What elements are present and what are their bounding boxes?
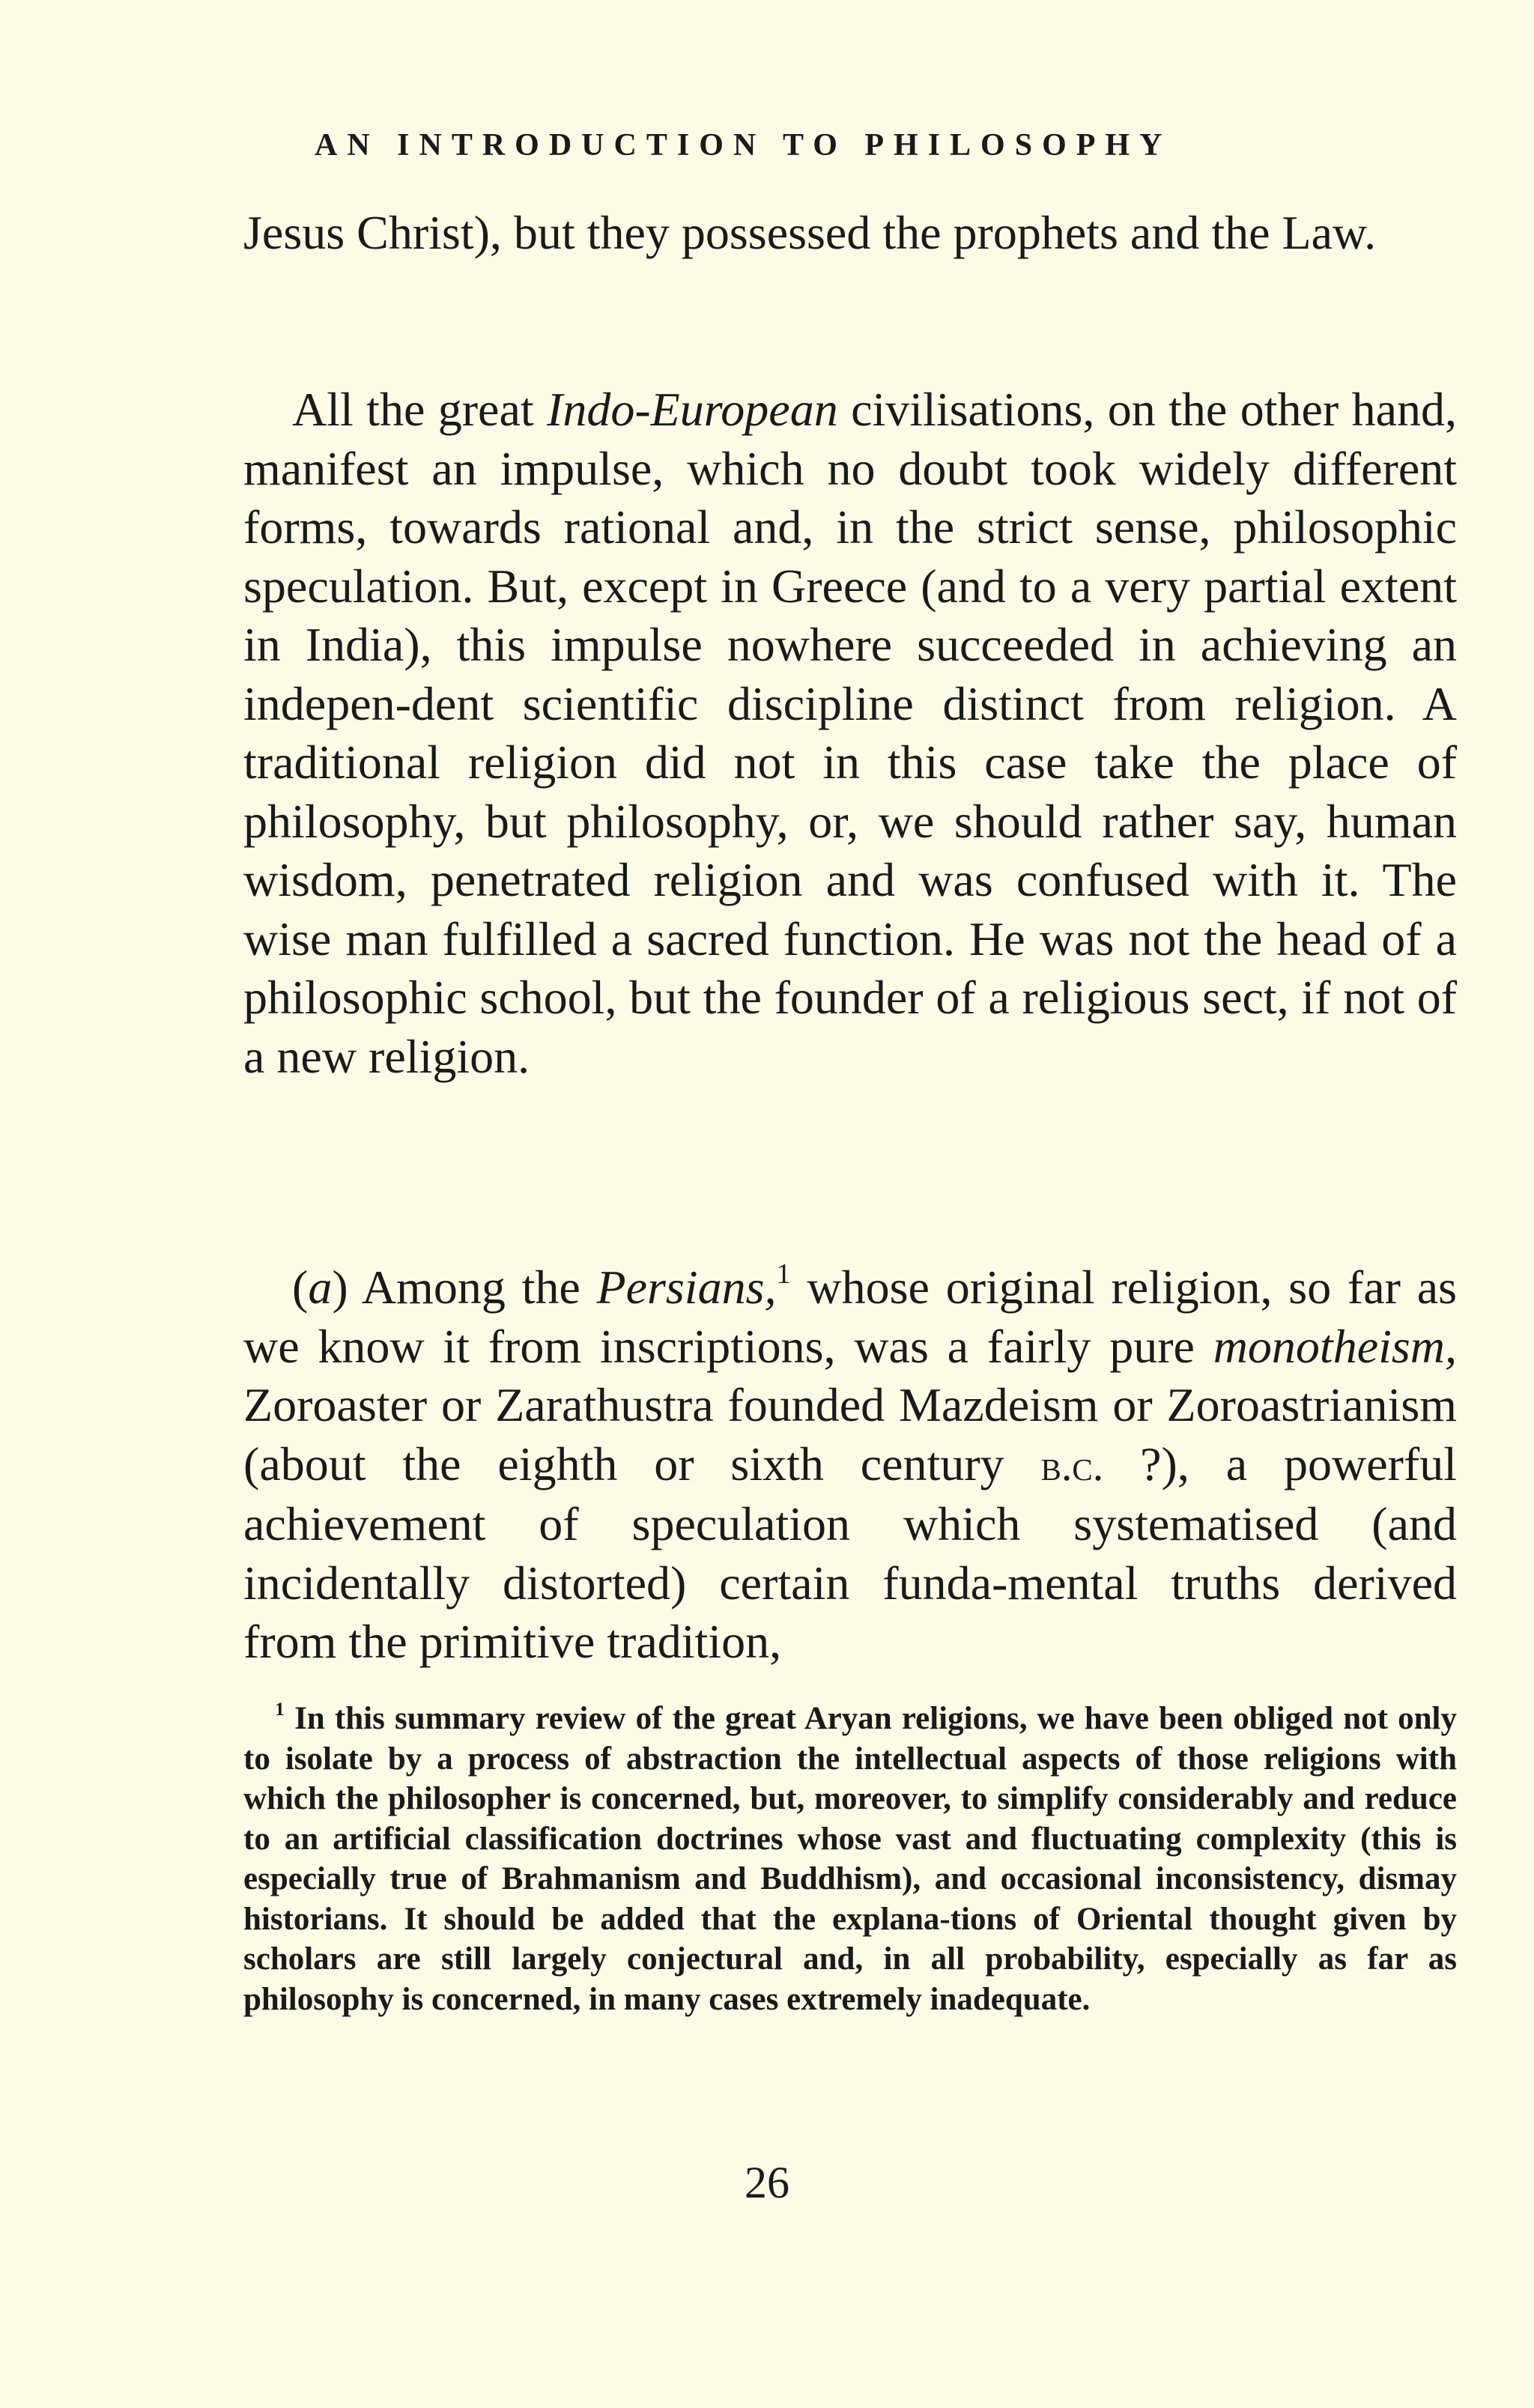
paragraph-3-text-1: Among the [348, 1261, 597, 1314]
paragraph-3-text-4: ?), a powerful achievement of speculation which systematised (and incidentally distorted) certain funda-mental truths derived from the primitive tradition, [243, 1437, 1458, 1668]
paragraph-1: Jesus Christ), but they possessed the prophets and the Law. [243, 206, 1377, 259]
footnote [243, 1699, 1457, 2019]
paragraph-2-italic-term: Indo-European [547, 383, 838, 436]
paragraph-3-text-2: whose original religion, so far as we know it from inscriptions, was a fairly pure [243, 1261, 1457, 1373]
footnote-reference: 1 [776, 1258, 791, 1291]
paragraph-3-label-close: ) [332, 1261, 348, 1314]
paragraph-3-label-open: ( [292, 1261, 309, 1314]
paragraph-3-italic-persians: Persians, [596, 1261, 777, 1314]
paragraph-2 [243, 380, 1457, 1086]
paragraph-3-italic-monotheism: monotheism, [1213, 1319, 1457, 1373]
page-number: 26 [745, 2158, 789, 2207]
paragraph-3-text-3: Zoroaster or Zarathustra founded Mazdeism or Zoroastrianism (about the eighth or sixth century [243, 1378, 1457, 1490]
footnote-text: In this summary review of the great Aryan religions, we have been obliged not only to isolate by a process of abstraction the intellectual aspects of those religions with which the philosopher is concerned, but, moreover, to simplify considerably and reduce to an artificial classification doctrines whose vast and fluctuating complexity (this is especially true of Brahmanism and Buddhism), and occasional inconsistency, dismay historians. It should be added that the explana-tions of Oriental thought given by scholars are still largely conjectural and, in all probability, especially as far as philosophy is concerned, in many cases extremely inadequate. [243, 1701, 1457, 2017]
paragraph-2-text-rest: civilisations, on the other hand, manifest an impulse, which no doubt took widely different forms, towards rational and, in the strict sense, philosophic speculation. But, except in Greece (and to a very partial extent in India), this impulse nowhere succeeded in achieving an indepen-dent scientific discipline distinct from religion. A traditional religion did not in this case take the place of philosophy, but philosophy, or, we should rather say, human wisdom, penetrated religion and was confused with it. The wise man fulfilled a sacred function. He was not the head of a philosophic school, but the founder of a religious sect, if not of a new religion. [243, 383, 1458, 1083]
paragraph-3-small-caps-bc: b.c. [1040, 1440, 1104, 1490]
running-head: AN INTRODUCTION TO PHILOSOPHY [315, 128, 1172, 163]
paragraph-3 [243, 1258, 1457, 1672]
paragraph-2-text-start: All the great [292, 383, 548, 436]
footnote-marker: 1 [275, 1697, 285, 1720]
paragraph-3-label-letter: a [308, 1261, 333, 1314]
